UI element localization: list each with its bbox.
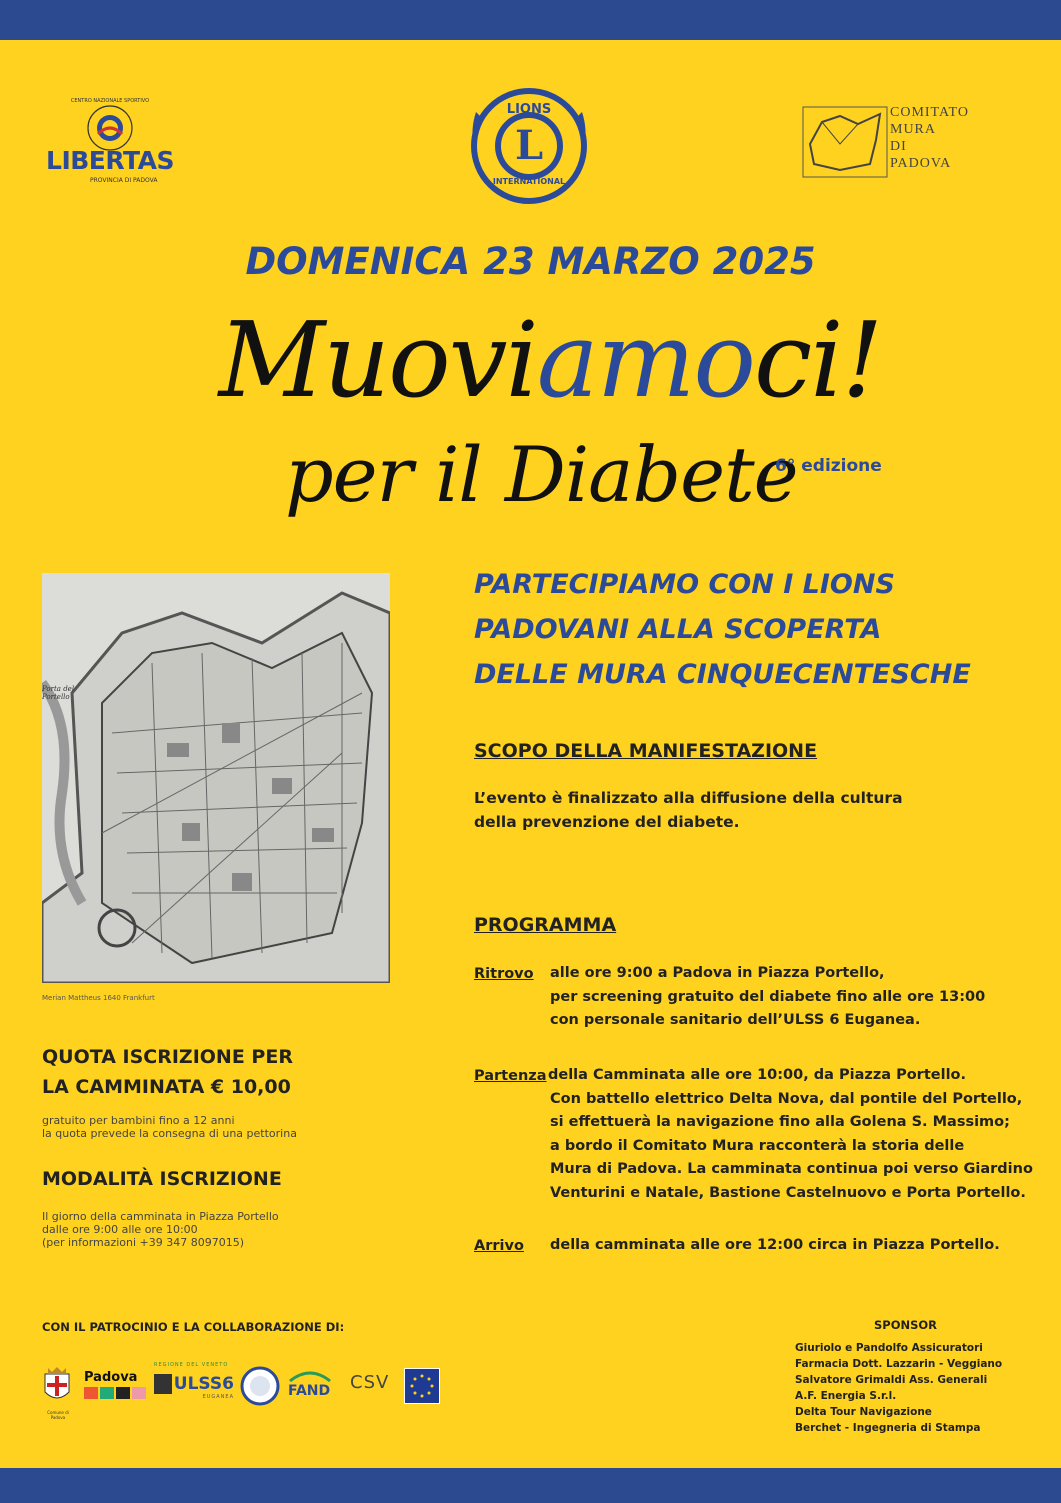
ritrovo-line1: alle ore 9:00 a Padova in Piazza Portello, [550, 965, 885, 981]
regione-label: REGIONE DEL VENETO [154, 1362, 229, 1368]
quota-heading [42, 1042, 293, 1102]
intro-heading [474, 562, 971, 697]
event-title-line2: per il Diabete [285, 430, 798, 519]
ritrovo-line2: per screening gratuito del diabete fino alle ore 13:00 [550, 988, 986, 1005]
arrivo-text: della camminata alle ore 12:00 circa in Piazza Portello. [550, 1237, 1000, 1253]
sponsor-item: Salvatore Grimaldi Ass. Generali [795, 1374, 988, 1386]
map-engraving-icon [42, 573, 390, 983]
csv-logo: CSV [350, 1372, 390, 1393]
libertas-sub: PROVINCIA DI PADOVA [90, 177, 158, 184]
patrocinio-logos [40, 1360, 450, 1430]
padova-color-4 [132, 1387, 146, 1399]
bottom-border-bar [0, 1468, 1061, 1503]
arrivo-label: Arrivo [474, 1238, 524, 1254]
comitato-line4: PADOVA [890, 156, 952, 171]
title-part2: amo [536, 299, 755, 421]
quota-notes [42, 1114, 297, 1140]
mura-map-icon [800, 104, 890, 180]
ulss-square-icon [154, 1374, 172, 1394]
quota-note1: gratuito per bambini fino a 12 anni [42, 1114, 235, 1127]
modalita-line1: Il giorno della camminata in Piazza Portello [42, 1210, 279, 1223]
ritrovo-text [550, 962, 985, 1033]
event-edition: 6° edizione [775, 456, 882, 476]
ritrovo-label: Ritrovo [474, 966, 534, 982]
lions-bottom-text: INTERNATIONAL [492, 177, 566, 186]
sponsor-item: Berchet - Ingegneria di Stampa [795, 1422, 981, 1434]
ulss6-logo [154, 1362, 234, 1410]
historic-map-image [42, 573, 390, 983]
lions-top-text: LIONS [506, 102, 552, 117]
sponsor-heading: SPONSOR [874, 1318, 938, 1332]
intro-line1: PARTECIPIAMO CON I LIONS [474, 569, 895, 600]
libertas-arc: CENTRO NAZIONALE SPORTIVO [70, 98, 150, 104]
padova-logo [84, 1370, 146, 1404]
comitato-line3: DI [890, 139, 907, 154]
patrocinio-heading: CON IL PATROCINIO E LA COLLABORAZIONE DI: [42, 1320, 345, 1334]
modalita-text [42, 1210, 279, 1249]
comune-label: Comune di Padova [47, 1410, 69, 1420]
padova-color-2 [100, 1387, 114, 1399]
partenza-line6: Venturini e Natale, Bastione Castelnuovo e Porta Portello. [550, 1184, 1026, 1201]
top-border-bar [0, 0, 1061, 40]
comitato-line1: COMITATO [890, 105, 969, 120]
partenza-line5: Mura di Padova. La camminata continua poi verso Giardino [550, 1161, 1033, 1177]
scopo-heading: SCOPO DELLA MANIFESTAZIONE [474, 740, 818, 762]
sponsor-list [795, 1340, 1002, 1436]
fand-arc-icon [288, 1369, 332, 1383]
ulss-label: ULSS6 [173, 1374, 234, 1394]
libertas-logo [40, 98, 180, 190]
lions-logo [456, 82, 602, 212]
map-caption: Merian Mattheus 1640 Frankfurt [42, 994, 155, 1002]
title-part1: Muovi [218, 299, 537, 421]
libertas-name: LIBERTAS [46, 146, 174, 175]
partenza-line3: si effettuerà la navigazione fino alla Golena S. Massimo; [550, 1114, 1010, 1130]
sponsor-item: Delta Tour Navigazione [795, 1406, 932, 1418]
modalita-heading: MODALITÀ ISCRIZIONE [42, 1168, 282, 1190]
modalita-line2: dalle ore 9:00 alle ore 10:00 [42, 1223, 198, 1236]
sponsor-item: Giuriolo e Pandolfo Assicuratori [795, 1342, 983, 1354]
padova-color-1 [84, 1387, 98, 1399]
modalita-line3: (per informazioni +39 347 8097015) [42, 1236, 245, 1249]
event-title [150, 300, 950, 420]
map-label: Porta del Portello [42, 685, 75, 701]
partenza-line2: Con battello elettrico Delta Nova, dal pontile del Portello, [550, 1090, 1023, 1107]
eu-flag-icon [404, 1368, 440, 1404]
quota-line1: QUOTA ISCRIZIONE PER [42, 1046, 293, 1068]
intro-line2: PADOVANI ALLA SCOPERTA [474, 614, 882, 645]
padova-color-3 [116, 1387, 130, 1399]
ulss-sub: EUGANEA [202, 1394, 234, 1400]
fand-logo [288, 1368, 332, 1408]
sponsor-item: A.F. Energia S.r.l. [795, 1390, 897, 1402]
partenza-text [550, 1064, 1033, 1205]
partenza-line1: della Camminata alle ore 10:00, da Piazza Portello. [548, 1067, 967, 1083]
scopo-line2: della prevenzione del diabete. [474, 813, 740, 831]
partenza-label: Partenza [474, 1068, 547, 1084]
ritrovo-line3: con personale sanitario dell’ULSS 6 Euganea. [550, 1012, 921, 1028]
padova-crest-icon [42, 1366, 72, 1406]
scopo-text [474, 786, 903, 834]
programma-heading: PROGRAMMA [474, 914, 617, 936]
sponsor-item: Farmacia Dott. Lazzarin - Veggiano [795, 1358, 1003, 1370]
partenza-line4: a bordo il Comitato Mura racconterà la storia delle [550, 1137, 965, 1154]
comitato-line2: MURA [890, 122, 937, 137]
title-part3: ci! [754, 299, 882, 421]
comitato-mura-logo [800, 104, 1000, 180]
scopo-line1: L’evento è finalizzato alla diffusione della cultura [474, 789, 903, 807]
lions-letter: L [514, 122, 544, 169]
quota-note2: la quota prevede la consegna di una pettorina [42, 1127, 297, 1140]
fand-label: FAND [288, 1383, 331, 1399]
quota-line2: LA CAMMINATA € 10,00 [42, 1076, 291, 1098]
association-circle-icon [240, 1366, 280, 1406]
intro-line3: DELLE MURA CINQUECENTESCHE [474, 659, 971, 690]
padova-label: Padova [84, 1370, 138, 1385]
event-date: DOMENICA 23 MARZO 2025 [245, 240, 816, 283]
